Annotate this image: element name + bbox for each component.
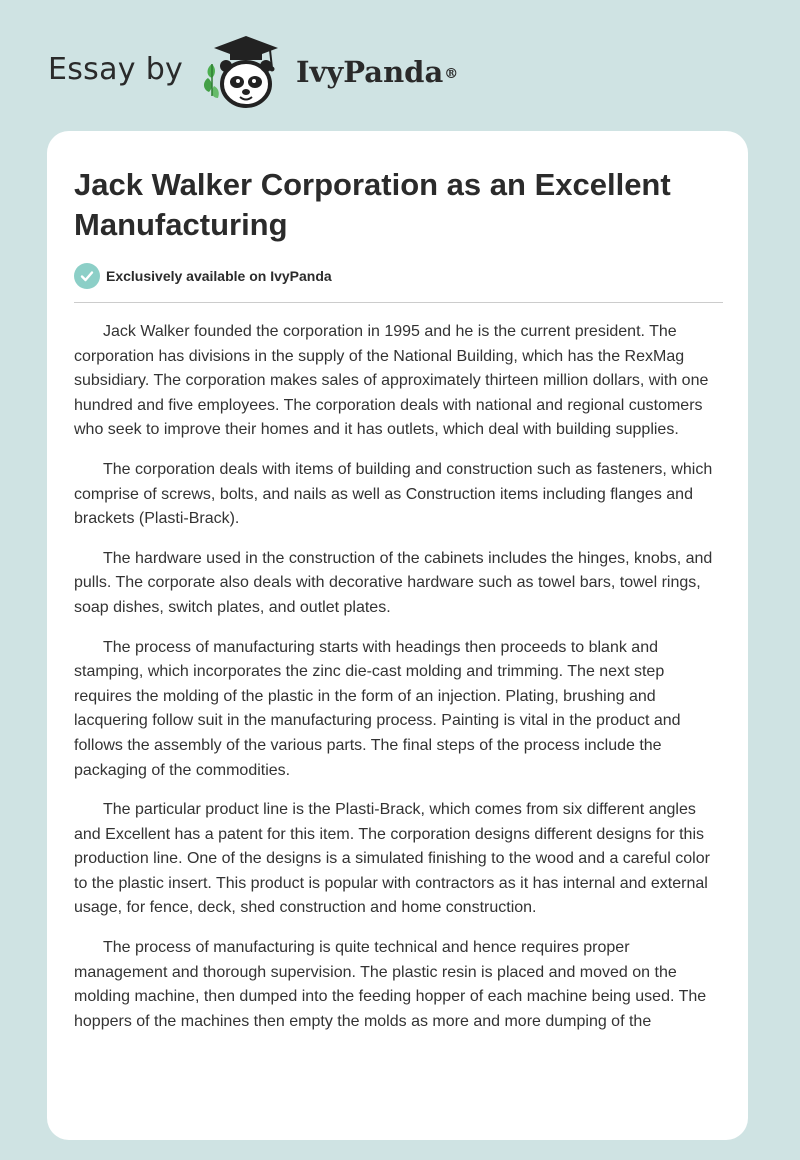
paragraph: The corporation deals with items of building and construction such as fasteners, which comprise of screws, bolts, and nails as well as Construction items including flanges and brackets (Plasti-Brack).: [74, 460, 713, 528]
brand-text: IvyPanda: [296, 55, 444, 89]
site-header: [0, 0, 800, 130]
paragraph: The hardware used in the construction of the cabinets includes the hinges, knobs, and pulls. The corporate also deals with decorative hardware such as towel bars, towel rings, soap dishes, switch plates, and outlet plates.: [74, 549, 713, 616]
paragraph: The process of manufacturing starts with headings then proceeds to blank and stamping, which incorporates the zinc die-cast molding and trimming. The next step requires the molding of the plastic in the form of an injection. Plating, brushing and lacquering follow suit in the manufacturing process. Painting is vital in the product and follows the assembly of the various parts. The final steps of the process include the packaging of the commodities.: [74, 638, 681, 779]
essay-title: Jack Walker Corporation as an Excellent Manufacturing: [74, 167, 671, 242]
ivy-leaf-icon: [204, 64, 219, 98]
paragraph: The particular product line is the Plasti-Brack, which comes from six different angles and Excellent has a patent for this item. The corporation designs different designs for this production line. One of the designs is a simulated finishing to the wood and a careful color to the plastic insert. This product is popular with contractors as it has internal and external usage, for fence, deck, shed construction and home construction.: [74, 801, 710, 917]
exclusive-badge-label: Exclusively available on IvyPanda: [106, 268, 332, 284]
registered-mark: ®: [444, 66, 459, 82]
check-icon: [74, 263, 100, 289]
brand-name[interactable]: [296, 52, 458, 92]
title-divider: [74, 302, 723, 303]
panda-logo-icon[interactable]: [202, 34, 282, 110]
paragraph: The process of manufacturing is quite technical and hence requires proper management and thorough supervision. The plastic resin is placed and moved on the molding machine, then dumped into the feeding hopper of each machine being used. The hoppers of the machines then empty the molds as more and more dumping of the: [74, 939, 707, 1030]
exclusive-badge: [74, 262, 332, 290]
essay-card: [47, 131, 748, 1140]
essay-body: [74, 320, 724, 1049]
essay-by-label: Essay by: [48, 52, 184, 87]
paragraph: Jack Walker founded the corporation in 1995 and he is the current president. The corporation has divisions in the supply of the National Building, which has the RexMag subsidiary. The corporation makes sales of approximately thirteen million dollars, with one hundred and five employees. The corporation deals with national and regional customers who seek to improve their homes and it has outlets, which deal with building supplies.: [74, 323, 709, 439]
